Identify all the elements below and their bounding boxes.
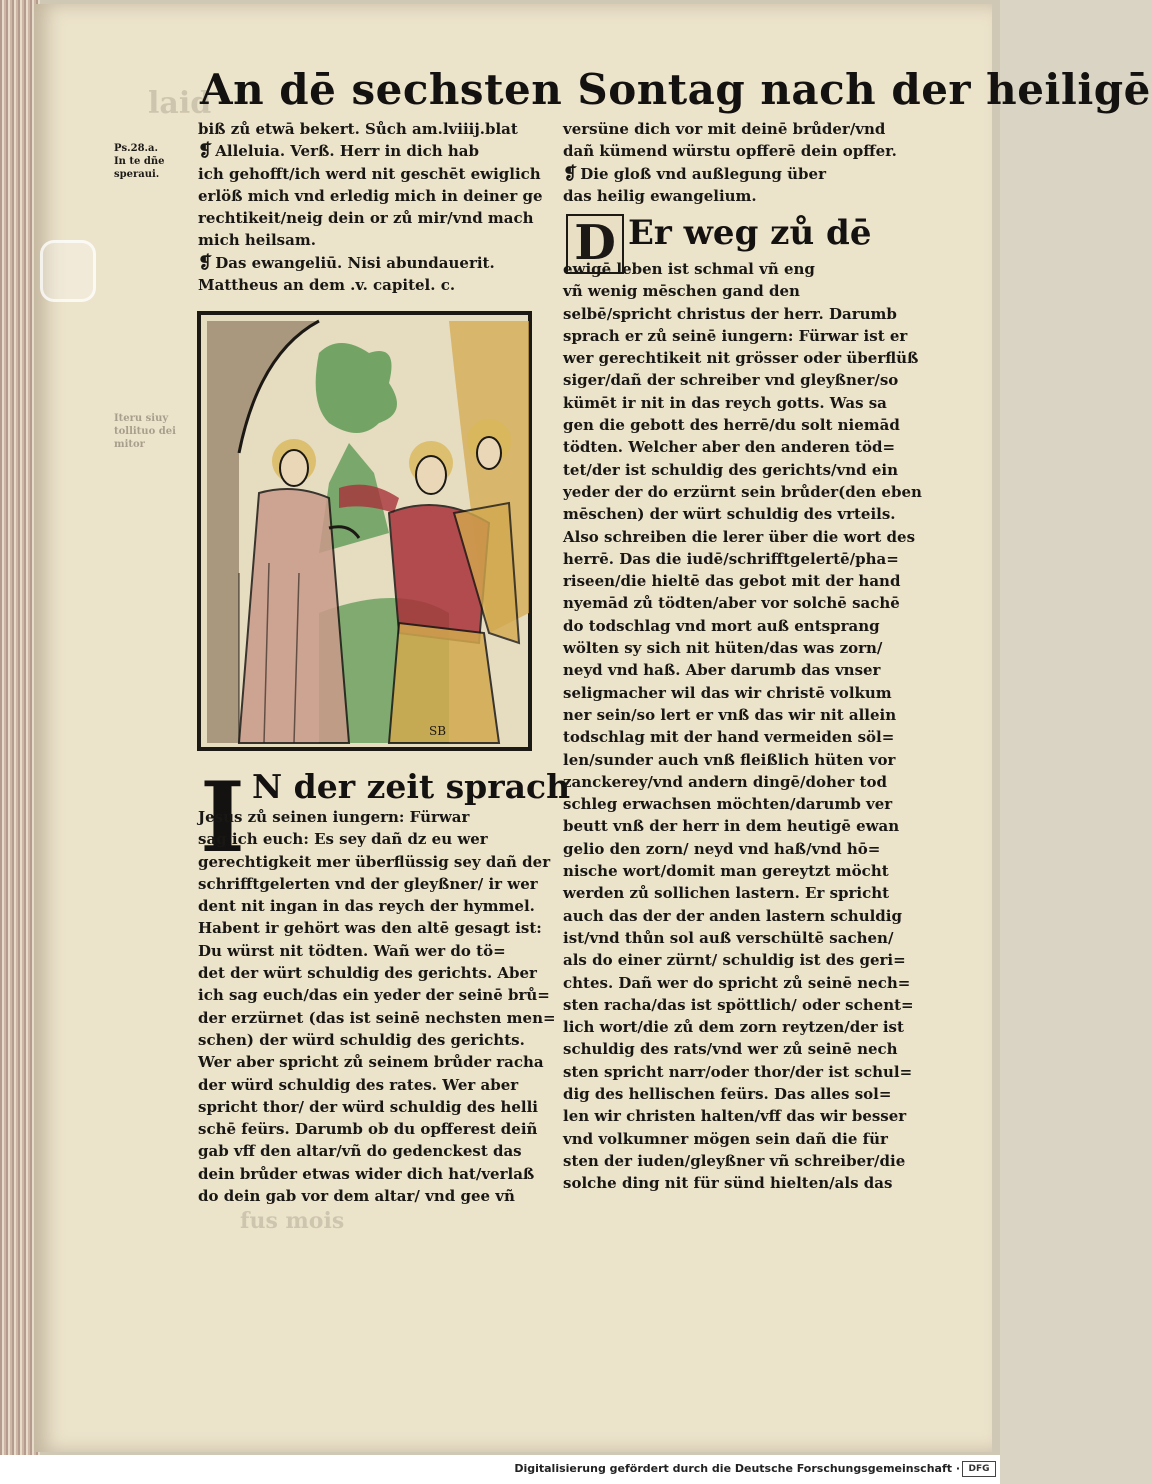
footer-credit: Digitalisierung gefördert durch die Deutsche Forschungsgemeinschaft · [514,1462,960,1475]
gloss-heading: Er weg zů dē [628,213,872,253]
text-line [198,940,540,962]
dfg-logo: DFG [962,1461,996,1477]
text-line [198,851,551,873]
text-line-content: ich sag euch/das ein yeder der seinē brů= [198,986,550,1005]
text-line [198,1185,540,1207]
text-line [563,972,911,994]
text-line [563,185,908,207]
text-line-content: todschlag mit der hand vermeiden söl= [563,728,895,747]
text-line [198,1051,544,1073]
text-line-content: versüne dich vor mit deinē brůder/vnd [563,120,886,138]
text-line [563,325,908,347]
text-line [198,1007,556,1029]
text-line [198,984,550,1006]
text-line [563,459,908,481]
text-line [198,185,543,207]
text-line-content: werden zů sollichen lastern. Er spricht [563,884,890,903]
text-line [563,905,908,927]
text-line-content: riseen/die hieltē das gebot mit der hand [563,572,901,591]
text-line-content: erlöß mich vnd erledig mich in deiner ge [198,186,543,205]
text-line [563,771,908,793]
text-line [563,860,908,882]
text-line-content: schuldig des rats/vnd wer zů seinē nech [563,1040,898,1059]
apostle-head-2 [477,437,501,469]
text-line [563,815,908,837]
text-line [563,548,908,570]
text-line [563,927,908,949]
text-line-content: sprach er zů seinē iungern: Fürwar ist er [563,326,908,345]
text-line-content: zanckerey/vnd andern dingē/doher tod [563,772,887,791]
text-line [563,481,922,503]
text-line [563,994,914,1016]
text-line [198,140,540,162]
text-line-content: chtes. Dañ wer do spricht zů seinē nech= [563,973,911,992]
text-line [563,1128,908,1150]
text-line [198,828,540,850]
text-line [198,1118,540,1140]
text-line [563,726,908,748]
text-line [198,1029,540,1051]
text-line-content: der würd schuldig des rates. Wer aber [198,1075,519,1094]
text-line [563,258,908,280]
paper-clip [40,240,96,302]
gloss-text [563,258,922,1194]
text-line [563,1172,908,1194]
text-line [563,1038,908,1060]
text-line [563,882,908,904]
text-line-content: auch das der der anden lastern schuldig [563,906,902,925]
text-line-content: len/sunder auch vnß fleißlich hüten vor [563,750,896,769]
text-line-content: schleg erwachsen möchten/darumb ver [563,795,893,814]
digitization-footer [0,1455,1000,1484]
text-line [563,140,908,162]
bleed-through-text: laid [148,86,212,121]
text-line-content: dig des hellischen feürs. Das alles sol= [563,1084,892,1103]
text-line-content: gen die gebott des herrē/du solt niemād [563,416,900,435]
text-line-content: sten der iuden/gleyßner vñ schreiber/die [563,1151,906,1170]
text-line [563,838,908,860]
text-line [198,917,540,939]
text-line-content: als do einer zürnt/ schuldig ist des geri= [563,951,906,970]
text-line-content: der erzürnet (das ist seinē nechsten men= [198,1008,556,1027]
text-line [198,1096,540,1118]
text-line-content: Alleluia. Verß. Herr in dich hab [215,142,479,161]
text-line [198,1140,540,1162]
text-line-content: gab vff den altar/vñ do gedenckest das [198,1142,522,1161]
marginal-line: In te dñe [114,156,165,167]
text-line-content: siger/dañ der schreiber vnd gleyßner/so [563,371,899,390]
text-line-content: tödten. Welcher aber den anderen töd= [563,438,896,457]
marginal-line: Iteru siuy [114,413,169,424]
right-column-intro [563,118,908,207]
text-line [198,895,540,917]
text-line-content: Die gloß vnd außlegung über [580,164,826,183]
text-line-content: dent nit ingan in das reych der hymmel. [198,897,535,916]
text-line [563,414,908,436]
text-line [563,347,919,369]
text-line-content: spricht thor/ der würd schuldig des helli [198,1097,538,1116]
text-line [563,1061,913,1083]
text-line [563,1105,908,1127]
text-line-content: das heilig ewangelium. [563,186,757,205]
apostle-head [416,456,446,494]
text-line [563,369,908,391]
text-line [198,252,540,274]
gospel-heading: N der zeit sprach [252,767,571,806]
text-line [198,1163,540,1185]
text-line-content: len wir christen halten/vff das wir besser [563,1107,907,1126]
text-line-content: schē feürs. Darumb ob du opfferest deiñ [198,1120,538,1139]
left-column-intro [198,118,543,296]
text-line-content: beutt vnß der herr in dem heutigē ewan [563,817,900,836]
text-line-content: Jesus zů seinen iungern: Fürwar [198,808,470,826]
text-line [563,280,908,302]
text-line [198,962,540,984]
text-line-content: Wer aber spricht zů seinem brůder racha [198,1053,544,1072]
woodcut-monogram: SB [429,724,447,738]
woodcut-illustration [199,313,530,749]
text-line-content: selbē/spricht christus der herr. Darumb [563,304,897,323]
pilcrow-icon: ❡ [563,163,578,184]
text-line [563,392,908,414]
text-line-content: sten spricht narr/oder thor/der ist schul= [563,1062,913,1081]
text-line [198,1074,540,1096]
text-line-content: schrifftgelerten vnd der gleyßner/ ir wer [198,874,538,893]
text-line [563,749,908,771]
text-line-content: wölten sy sich nit hüten/das was zorn/ [563,639,883,658]
text-line-content: sag ich euch: Es sey dañ dz eu wer [198,830,488,849]
text-line-content: do todschlag vnd mort auß entsprang [563,616,880,635]
text-line-content: Also schreiben die lerer über die wort des [563,527,916,546]
text-line [563,163,908,185]
text-line-content: schen) der würd schuldig des gerichts. [198,1030,525,1049]
text-line-content: ner sein/so lert er vnß das wir nit allein [563,705,897,724]
text-line [563,436,908,458]
text-line [198,274,540,296]
text-line [563,592,908,614]
text-line [563,503,908,525]
text-line-content: lich wort/die zů dem zorn reytzen/der ist [563,1018,904,1037]
text-line-content: do dein gab vor dem altar/ vnd gee vñ [198,1187,515,1206]
text-line [198,207,540,229]
gospel-text [198,806,556,1207]
text-line-content: neyd vnd haß. Aber darumb das vnser [563,661,881,680]
text-line [563,793,908,815]
text-line [563,615,908,637]
text-line [198,229,540,251]
text-line [563,637,908,659]
text-line-content: nyemād zů tödten/aber vor solchē sachē [563,594,900,613]
text-line [563,1150,908,1172]
marginal-line: mitor [114,439,145,450]
text-line-content: dañ kümend würstu opfferē dein opffer. [563,142,897,161]
text-line-content: mēschen) der würt schuldig des vrteils. [563,505,896,524]
text-line-content: Habent ir gehört was den altē gesagt ist: [198,919,542,938]
text-line [563,1016,908,1038]
christ-head [280,450,308,486]
text-line-content: vnd volkumner mögen sein dañ die für [563,1129,888,1148]
text-line-content: ich gehofft/ich werd nit geschēt ewiglich [198,164,541,183]
text-line [563,303,908,325]
text-line [198,118,540,140]
pilcrow-icon: ❡ [198,252,213,273]
text-line-content: Das ewangeliū. Nisi abundauerit. [215,253,495,272]
text-line-content: kümēt ir nit in das reych gotts. Was sa [563,393,887,412]
marginal-line: tollituo dei [114,426,176,437]
text-line-content: tet/der ist schuldig des gerichts/vnd ein [563,460,899,479]
marginal-note-side [114,412,176,451]
text-line-content: sten racha/das ist spöttlich/ oder schent= [563,995,914,1014]
text-line [563,526,916,548]
text-line-content: wer gerechtikeit nit grösser oder überflüß [563,349,919,368]
gospel-initial: I [200,761,245,874]
text-line-content: herrē. Das die iudē/schrifftgelertē/pha= [563,549,899,568]
text-line [198,873,540,895]
text-line [563,949,908,971]
bleed-through-text: fus mois [240,1208,345,1234]
text-line [198,806,540,828]
text-line-content: gelio den zorn/ neyd vnd haß/vnd hō= [563,839,881,858]
page-header: An dē sechsten Sontag nach der heiligē [200,65,1151,114]
text-line-content: solche ding nit für sünd hielten/als das [563,1174,893,1193]
marginal-note-top [114,142,165,181]
text-line-content: gerechtigkeit mer überflüssig sey dañ der [198,852,551,871]
text-line [563,118,908,140]
text-line [563,682,908,704]
text-line-content: ist/vnd thůn sol auß verschültē sachen/ [563,928,894,947]
text-line-content: mich heilsam. [198,231,316,250]
text-line-content: yeder der do erzürnt sein brůder(den eben [563,482,922,501]
text-line-content: nische wort/domit man gereytzt möcht [563,862,889,881]
text-line-content: Du würst nit tödten. Wañ wer do tö= [198,941,506,960]
marginal-line: speraui. [114,169,160,180]
text-line-content: biß zů etwā bekert. Sůch am.lviiij.blat [198,120,518,138]
text-line [563,570,908,592]
tree-foliage [316,343,397,433]
text-line-content: dein brůder etwas wider dich hat/verlaß [198,1164,535,1183]
text-line [563,659,908,681]
text-line-content: ewigē leben ist schmal vñ eng [563,260,815,278]
text-line-content: Mattheus an dem .v. capitel. c. [198,276,456,295]
text-line-content: vñ wenig mēschen gand den [563,282,800,301]
text-line [563,1083,908,1105]
text-line-content: det der würt schuldig des gerichts. Aber [198,964,537,983]
gloss-initial: D [566,214,624,274]
text-line [198,163,540,185]
pilcrow-icon: ❡ [198,141,213,162]
text-line [563,704,908,726]
marginal-line: Ps.28.a. [114,143,158,154]
text-line-content: seligmacher wil das wir christē volkum [563,683,892,702]
text-line-content: rechtikeit/neig dein or zů mir/vnd mach [198,209,534,228]
